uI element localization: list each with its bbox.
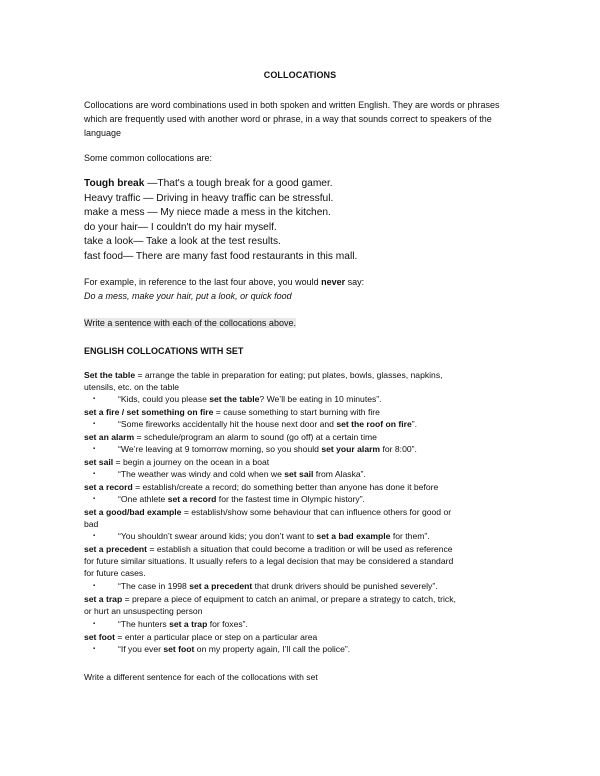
common-item: take a look— Take a look at the test results. bbox=[84, 236, 281, 248]
example-text: “One athlete bbox=[118, 494, 168, 504]
set-entry-example bbox=[118, 618, 248, 630]
example-text-end: that drunk drivers should be punished severely”. bbox=[252, 581, 438, 591]
set-entry-term: set sail bbox=[84, 457, 114, 467]
set-entry-def: = establish/show some behaviour that can influence others for good or bbox=[181, 507, 452, 517]
set-entry-def: = schedule/program an alarm to sound (go off) at a certain time bbox=[134, 432, 377, 442]
set-entry-example bbox=[118, 643, 350, 655]
set-entry-definition bbox=[84, 543, 453, 555]
set-entry-example bbox=[118, 393, 382, 405]
never-examples bbox=[84, 290, 292, 302]
task-one bbox=[84, 317, 296, 329]
bullet-marker: ▪ bbox=[93, 583, 96, 589]
example-text: “The hunters bbox=[118, 619, 170, 629]
example-text-end: on my property again, I’ll call the police”. bbox=[194, 644, 351, 654]
bullet-marker: ▪ bbox=[93, 471, 96, 477]
never-examples-text: Do a mess, make your hair, put a look, or quick food bbox=[84, 291, 292, 301]
example-collocation: set sail bbox=[284, 469, 314, 479]
set-entry-definition bbox=[84, 406, 380, 418]
set-heading: ENGLISH COLLOCATIONS WITH SET bbox=[84, 346, 244, 356]
example-text: “You shouldn’t swear around kids; you don’t want to bbox=[118, 531, 317, 541]
set-entry-definition-cont: for future similar situations. It usually refers to a legal decision that may be considered a standard bbox=[84, 556, 454, 566]
set-entry-definition-cont: utensils, etc. on the table bbox=[84, 382, 180, 392]
set-entry-def: = arrange the table in preparation for eating; put plates, bowls, glasses, napkins, bbox=[135, 370, 443, 380]
never-word: never bbox=[321, 277, 346, 287]
set-entry-def: = enter a particular place or step on a particular area bbox=[115, 632, 318, 642]
common-item-term: Tough break bbox=[84, 178, 145, 189]
set-entry-def: = establish a situation that could become a tradition or will be used as reference bbox=[147, 544, 453, 554]
set-entry-definition bbox=[84, 481, 438, 493]
never-line bbox=[84, 276, 364, 288]
example-text: “The case in 1998 bbox=[118, 581, 190, 591]
example-collocation: set a record bbox=[167, 494, 217, 504]
set-entry-example bbox=[118, 418, 417, 430]
common-heading: Some common collocations are: bbox=[84, 153, 213, 163]
bullet-marker: ▪ bbox=[93, 646, 96, 652]
set-entry-definition-cont: bad bbox=[84, 519, 99, 529]
set-entry-term: set a trap bbox=[84, 594, 123, 604]
set-entry-def: = establish/create a record; do something better than anyone has done it before bbox=[132, 482, 439, 492]
set-entry-def: = cause something to start burning with fire bbox=[213, 407, 380, 417]
example-text: “If you ever bbox=[118, 644, 164, 654]
example-collocation: set a trap bbox=[169, 619, 208, 629]
bullet-marker: ▪ bbox=[93, 446, 96, 452]
common-item: Heavy traffic — Driving in heavy traffic can be stressful. bbox=[84, 192, 334, 204]
set-entry-def: = prepare a piece of equipment to catch an animal, or prepare a strategy to catch, trick, bbox=[122, 594, 456, 604]
example-text-end: for the fastest time in Olympic history”. bbox=[216, 494, 365, 504]
bullet-marker: ▪ bbox=[93, 533, 96, 539]
example-text: “Kids, could you please bbox=[118, 394, 210, 404]
example-collocation: set your alarm bbox=[321, 444, 381, 454]
example-text: “We’re leaving at 9 tomorrow morning, so you should bbox=[118, 444, 322, 454]
set-entry-definition bbox=[84, 593, 456, 605]
set-entry-term: Set the table bbox=[84, 370, 136, 380]
example-text: “Some fireworks accidentally hit the house next door and bbox=[118, 419, 337, 429]
set-entry-term: set a record bbox=[84, 482, 133, 492]
set-entry-example bbox=[118, 443, 417, 455]
common-item: do your hair— I couldn't do my hair myself. bbox=[84, 221, 277, 233]
set-entry-definition bbox=[84, 431, 377, 443]
set-entry-example bbox=[118, 530, 430, 542]
example-text-end: for foxes”. bbox=[207, 619, 248, 629]
set-entry-term: set a good/bad example bbox=[84, 507, 182, 517]
set-entry-term: set a precedent bbox=[84, 544, 148, 554]
set-entry-definition bbox=[84, 456, 269, 468]
example-collocation: set the table bbox=[209, 394, 260, 404]
set-entry-example bbox=[118, 493, 365, 505]
set-entry-term: set an alarm bbox=[84, 432, 135, 442]
example-collocation: set the roof on fire bbox=[336, 419, 412, 429]
set-entry-example bbox=[118, 468, 366, 480]
intro-paragraph: Collocations are word combinations used in both spoken and written English. They are words or phrases which are frequently used with another word or phrase, in a way that sounds correct to speakers of the language bbox=[84, 100, 500, 138]
example-text-end: for them”. bbox=[390, 531, 430, 541]
bullet-marker: ▪ bbox=[93, 396, 96, 402]
example-text: “The weather was windy and cold when we bbox=[118, 469, 285, 479]
set-entry-definition bbox=[84, 631, 317, 643]
bullet-marker: ▪ bbox=[93, 421, 96, 427]
set-entry-definition bbox=[84, 506, 451, 518]
example-text-end: for 8:00”. bbox=[380, 444, 417, 454]
common-item-text: —That's a tough break for a good gamer. bbox=[144, 178, 333, 189]
common-item: fast food— There are many fast food restaurants in this mall. bbox=[84, 251, 358, 262]
task-two: Write a different sentence for each of the collocations with set bbox=[84, 672, 318, 682]
example-collocation: set a precedent bbox=[189, 581, 253, 591]
example-collocation: set foot bbox=[163, 644, 195, 654]
bullet-marker: ▪ bbox=[93, 621, 96, 627]
example-collocation: set a bad example bbox=[316, 531, 391, 541]
set-entry-definition-cont: for future cases. bbox=[84, 568, 146, 578]
set-entry-term: set a fire / set something on fire bbox=[84, 407, 214, 417]
example-text-end: ”. bbox=[411, 419, 418, 429]
set-entry-term: set foot bbox=[84, 632, 116, 642]
common-item: make a mess — My niece made a mess in the kitchen. bbox=[84, 207, 331, 219]
set-entry-example bbox=[118, 580, 438, 592]
example-text-end: from Alaska”. bbox=[313, 469, 366, 479]
task-one-text: Write a sentence with each of the collocations above. bbox=[84, 318, 296, 328]
never-line-text: For example, in reference to the last four above, you would bbox=[84, 277, 322, 287]
never-line-end: say: bbox=[345, 277, 365, 287]
common-item bbox=[84, 177, 333, 192]
page-title: COLLOCATIONS bbox=[263, 70, 337, 80]
set-entry-definition bbox=[84, 369, 443, 381]
set-entry-def: = begin a journey on the ocean in a boat bbox=[113, 457, 270, 467]
example-text-end: ? We’ll be eating in 10 minutes”. bbox=[259, 394, 382, 404]
bullet-marker: ▪ bbox=[93, 496, 96, 502]
set-entry-definition-cont: or hurt an unsuspecting person bbox=[84, 606, 203, 616]
